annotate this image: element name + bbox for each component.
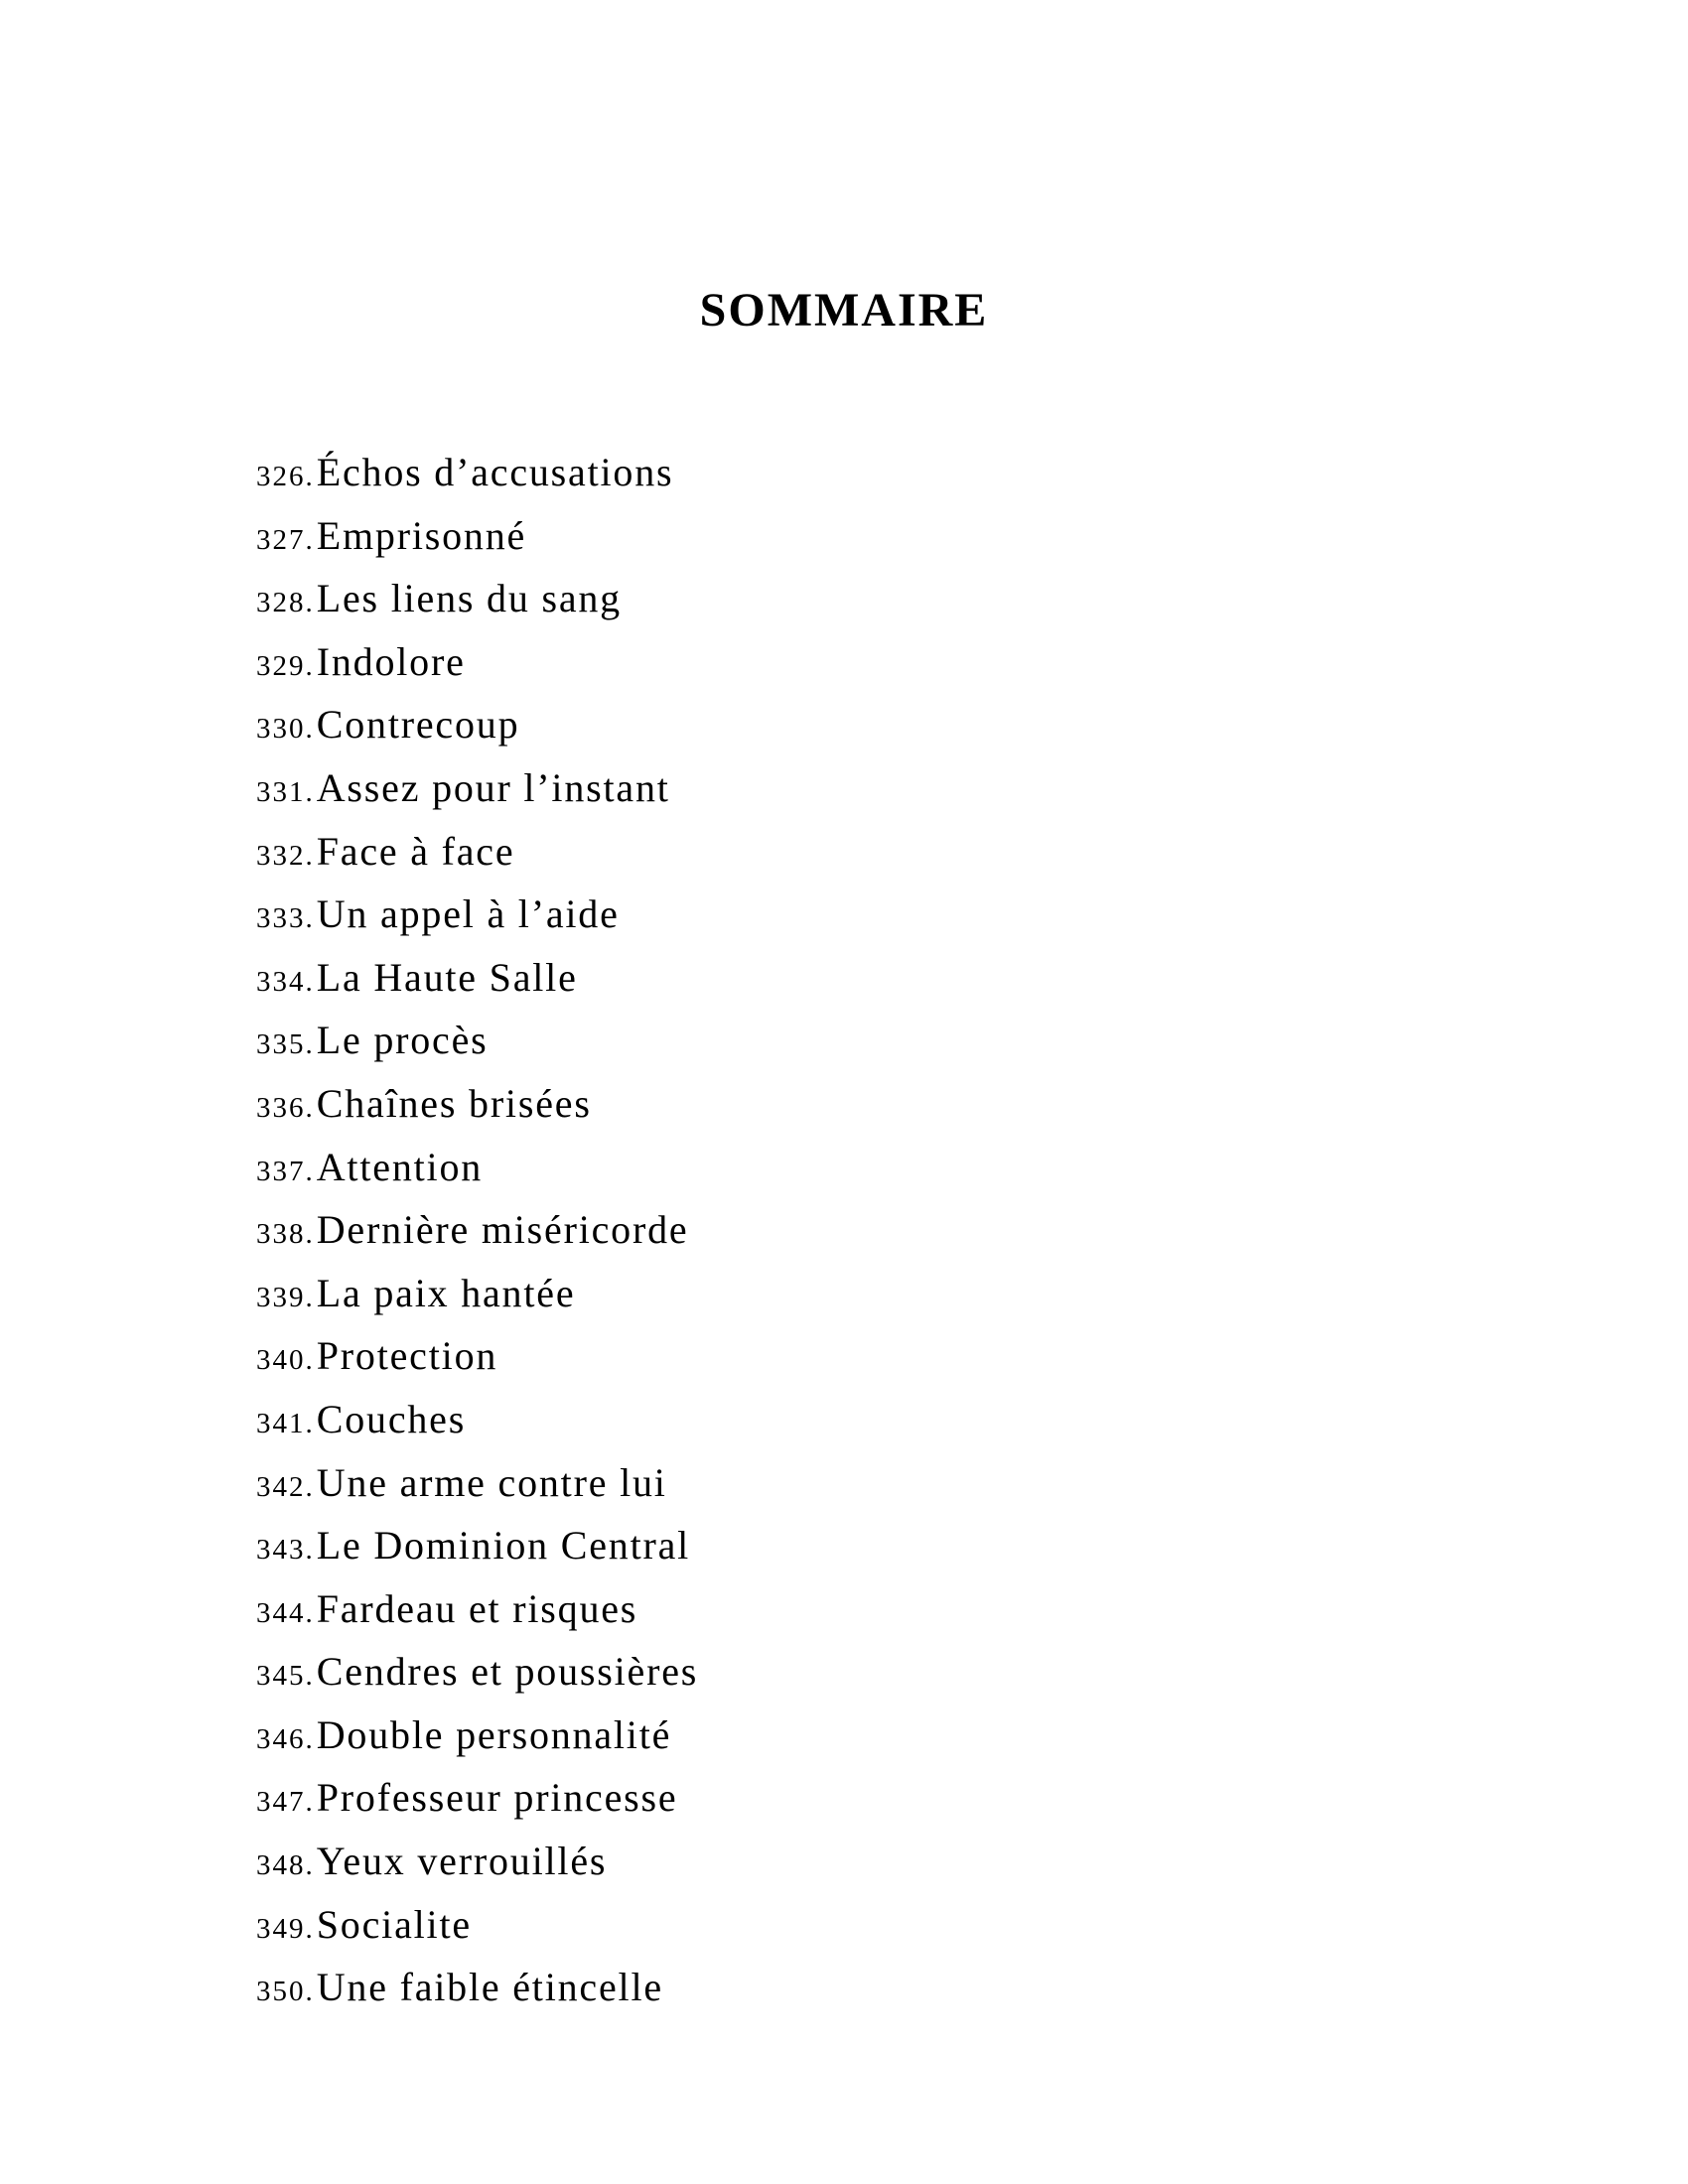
toc-entry-title: Les liens du sang: [316, 576, 622, 621]
toc-entry-title: La paix hantée: [316, 1270, 576, 1315]
toc-entry-title: Couches: [316, 1396, 467, 1441]
toc-entry-title: Chaînes brisées: [316, 1080, 592, 1126]
toc-entry-title: Le procès: [316, 1018, 489, 1063]
toc-entry-number: 343.: [256, 1534, 315, 1567]
toc-entry: [256, 764, 698, 828]
toc-entry-number: 330.: [256, 713, 315, 746]
toc-entry: [256, 575, 698, 638]
toc-entry-title: Un appel à l’aide: [316, 891, 620, 937]
toc-entry: [256, 954, 698, 1018]
toc-entry-number: 334.: [256, 965, 315, 998]
toc-entry-number: 329.: [256, 649, 315, 682]
toc-entry-title: La Haute Salle: [316, 954, 578, 1000]
toc-entry: [256, 1838, 698, 1901]
table-of-contents: [256, 449, 698, 2027]
toc-entry: [256, 1774, 698, 1838]
toc-entry-number: 339.: [256, 1281, 315, 1313]
toc-entry-number: 350.: [256, 1976, 315, 2008]
toc-entry-number: 347.: [256, 1786, 315, 1819]
toc-entry: [256, 828, 698, 891]
toc-entry-number: 349.: [256, 1912, 315, 1945]
toc-entry: [256, 1648, 698, 1711]
toc-entry-title: Socialite: [316, 1901, 472, 1947]
toc-entry-number: 332.: [256, 839, 315, 872]
toc-entry: [256, 1585, 698, 1649]
toc-entry-title: Dernière miséricorde: [316, 1207, 689, 1253]
toc-entry: [256, 638, 698, 702]
toc-entry-number: 333.: [256, 902, 315, 935]
toc-entry-title: Échos d’accusations: [316, 450, 674, 494]
toc-entry: [256, 1964, 698, 2027]
toc-entry-number: 342.: [256, 1470, 315, 1503]
toc-entry-title: Une arme contre lui: [316, 1459, 667, 1505]
toc-entry-title: Face à face: [316, 828, 515, 874]
toc-entry-number: 331.: [256, 775, 315, 808]
toc-entry-title: Indolore: [316, 638, 466, 684]
toc-entry: [256, 1332, 698, 1396]
toc-entry: [256, 1206, 698, 1270]
toc-entry-number: 335.: [256, 1028, 315, 1061]
toc-entry-number: 326.: [256, 461, 315, 492]
toc-entry-title: Double personnalité: [316, 1711, 672, 1757]
toc-entry-number: 338.: [256, 1218, 315, 1251]
toc-entry-number: 345.: [256, 1660, 315, 1693]
toc-entry: [256, 1144, 698, 1207]
toc-entry-title: Emprisonné: [316, 512, 527, 558]
toc-entry-number: 328.: [256, 587, 315, 619]
toc-entry-number: 344.: [256, 1596, 315, 1629]
toc-entry: [256, 1901, 698, 1965]
toc-entry-title: Attention: [316, 1144, 484, 1189]
toc-entry-number: 340.: [256, 1344, 315, 1377]
toc-entry-number: 327.: [256, 523, 315, 556]
toc-entry: [256, 1522, 698, 1585]
toc-entry-title: Cendres et poussières: [316, 1649, 699, 1695]
toc-entry-number: 348.: [256, 1849, 315, 1882]
toc-entry: [256, 1270, 698, 1333]
toc-entry: [256, 512, 698, 576]
toc-entry-title: Assez pour l’instant: [316, 764, 670, 810]
toc-entry-number: 337.: [256, 1155, 315, 1187]
toc-entry-number: 346.: [256, 1722, 315, 1755]
toc-entry-title: Protection: [316, 1333, 498, 1379]
toc-entry-number: 341.: [256, 1407, 315, 1439]
toc-entry-title: Une faible étincelle: [316, 1965, 663, 2010]
toc-entry-title: Fardeau et risques: [316, 1585, 638, 1631]
toc-entry-title: Le Dominion Central: [316, 1523, 691, 1569]
toc-entry: [256, 1017, 698, 1080]
page-title: SOMMAIRE: [699, 284, 989, 337]
toc-entry-title: Contrecoup: [316, 702, 520, 748]
toc-entry-title: Professeur princesse: [316, 1775, 678, 1821]
toc-entry: [256, 1459, 698, 1523]
toc-entry: [256, 701, 698, 764]
toc-entry: [256, 1080, 698, 1144]
toc-entry: [256, 1396, 698, 1459]
toc-entry: [256, 890, 698, 954]
toc-entry-number: 336.: [256, 1091, 315, 1124]
toc-entry-title: Yeux verrouillés: [316, 1839, 608, 1884]
toc-entry: [256, 1711, 698, 1775]
toc-entry: [256, 449, 698, 512]
